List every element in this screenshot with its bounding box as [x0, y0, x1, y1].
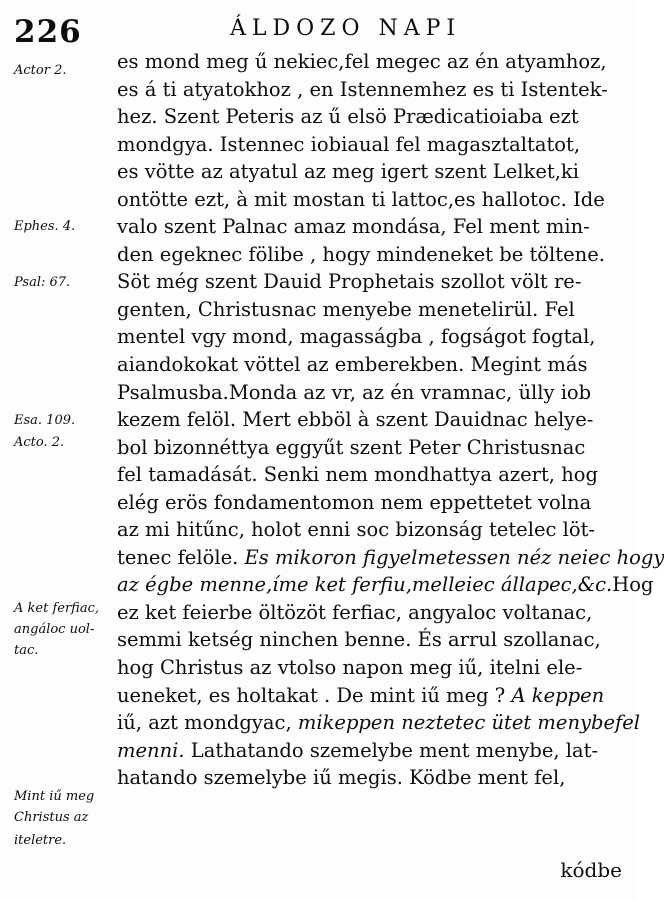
- text-line: hez. Szent Peteris az ű elsö Prædicatioiaba ezt: [117, 105, 579, 129]
- margin-note: Esa. 109.: [14, 413, 76, 428]
- text-line: ueneket, es holtakat . De mint iű meg ? A keppen: [117, 683, 605, 707]
- margin-note: Acto. 2.: [14, 435, 65, 450]
- text-line: mentel vgy mond, magasságba , fogságot fogtal,: [117, 325, 596, 349]
- text-line: fel tamadását. Senki nem mondhattya azert, hog: [117, 463, 598, 487]
- text-line: iű, azt mondgyac, mikeppen neztetec ütet menybefel: [117, 711, 641, 735]
- text-line: mondgya. Istennec iobiaual fel magasztaltatot,: [117, 132, 581, 156]
- text-line: es mond meg ű nekiec,fel megec az én atyamhoz,: [117, 50, 607, 73]
- margin-note: tac.: [14, 643, 39, 658]
- margin-note: angáloc uol-: [14, 622, 95, 637]
- text-line: es á ti atyatokhoz , en Istennemhez es ti Istentek-: [117, 77, 608, 101]
- body-text: [117, 48, 664, 792]
- text-line: ez ket feierbe öltözöt ferfiac, angyaloc voltanac,: [117, 600, 593, 624]
- text-line: menni. Lathatando szemelybe ment menybe, lat-: [117, 738, 599, 762]
- margin-note: iteletre.: [14, 833, 67, 848]
- margin-note: Actor 2.: [14, 63, 67, 78]
- running-head: ÁLDOZO NAPI: [230, 16, 462, 41]
- text-line: den egeknec fölibe , hogy mindeneket be töltene.: [117, 242, 605, 266]
- margin-note: Ephes. 4.: [14, 219, 76, 234]
- text-line: ontötte ezt, à mit mostan ti lattoc,es hallotoc. Ide: [117, 187, 605, 211]
- margin-notes: [0, 0, 118, 900]
- text-line: elég erös fondamentomon nem eppettetet volna: [117, 490, 592, 514]
- page-number: 226: [14, 14, 82, 50]
- text-line: genten, Christusnac menyebe menetelirül. Fel: [117, 297, 575, 321]
- text-line: aiandokokat vöttel az emberekben. Megint más: [117, 353, 588, 377]
- text-line: semmi ketség ninchen benne. És arrul szollanac,: [117, 628, 601, 652]
- catchword: kódbe: [560, 858, 622, 882]
- text-line: es vötte az atyatul az meg igert szent Lelket,ki: [117, 160, 579, 184]
- margin-note: Christus az: [14, 810, 89, 825]
- text-line: Psalmusba.Monda az vr, az én vramnac, ülly iob: [117, 380, 592, 404]
- margin-note: A ket ferfiac,: [14, 601, 100, 616]
- text-line: bol bizonnéttya eggyűt szent Peter Christusnac: [117, 435, 586, 459]
- text-line: valo szent Palnac amaz mondása, Fel ment min-: [117, 215, 590, 239]
- text-line: tenec felöle. Es mikoron figyelmetessen néz neiec hogy: [117, 545, 664, 569]
- margin-note: Mint iű meg: [14, 789, 95, 804]
- text-line: hog Christus az vtolso napon meg iű, itelni ele-: [117, 656, 583, 680]
- text-line: kezem felöl. Mert ebböl à szent Dauidnac helye-: [117, 408, 594, 432]
- text-line: az égbe menne,íme ket ferfiu,melleiec állapec,&c.Hog: [117, 573, 654, 597]
- text-line: hatando szemelybe iű megis. Ködbe ment fel,: [117, 766, 566, 790]
- text-line: az mi hitűnc, holot enni soc bizonság tetelec löt-: [117, 518, 596, 542]
- margin-note: Psal: 67.: [14, 275, 71, 290]
- text-line: Söt még szent Dauid Prophetais szollot völt re-: [117, 270, 582, 294]
